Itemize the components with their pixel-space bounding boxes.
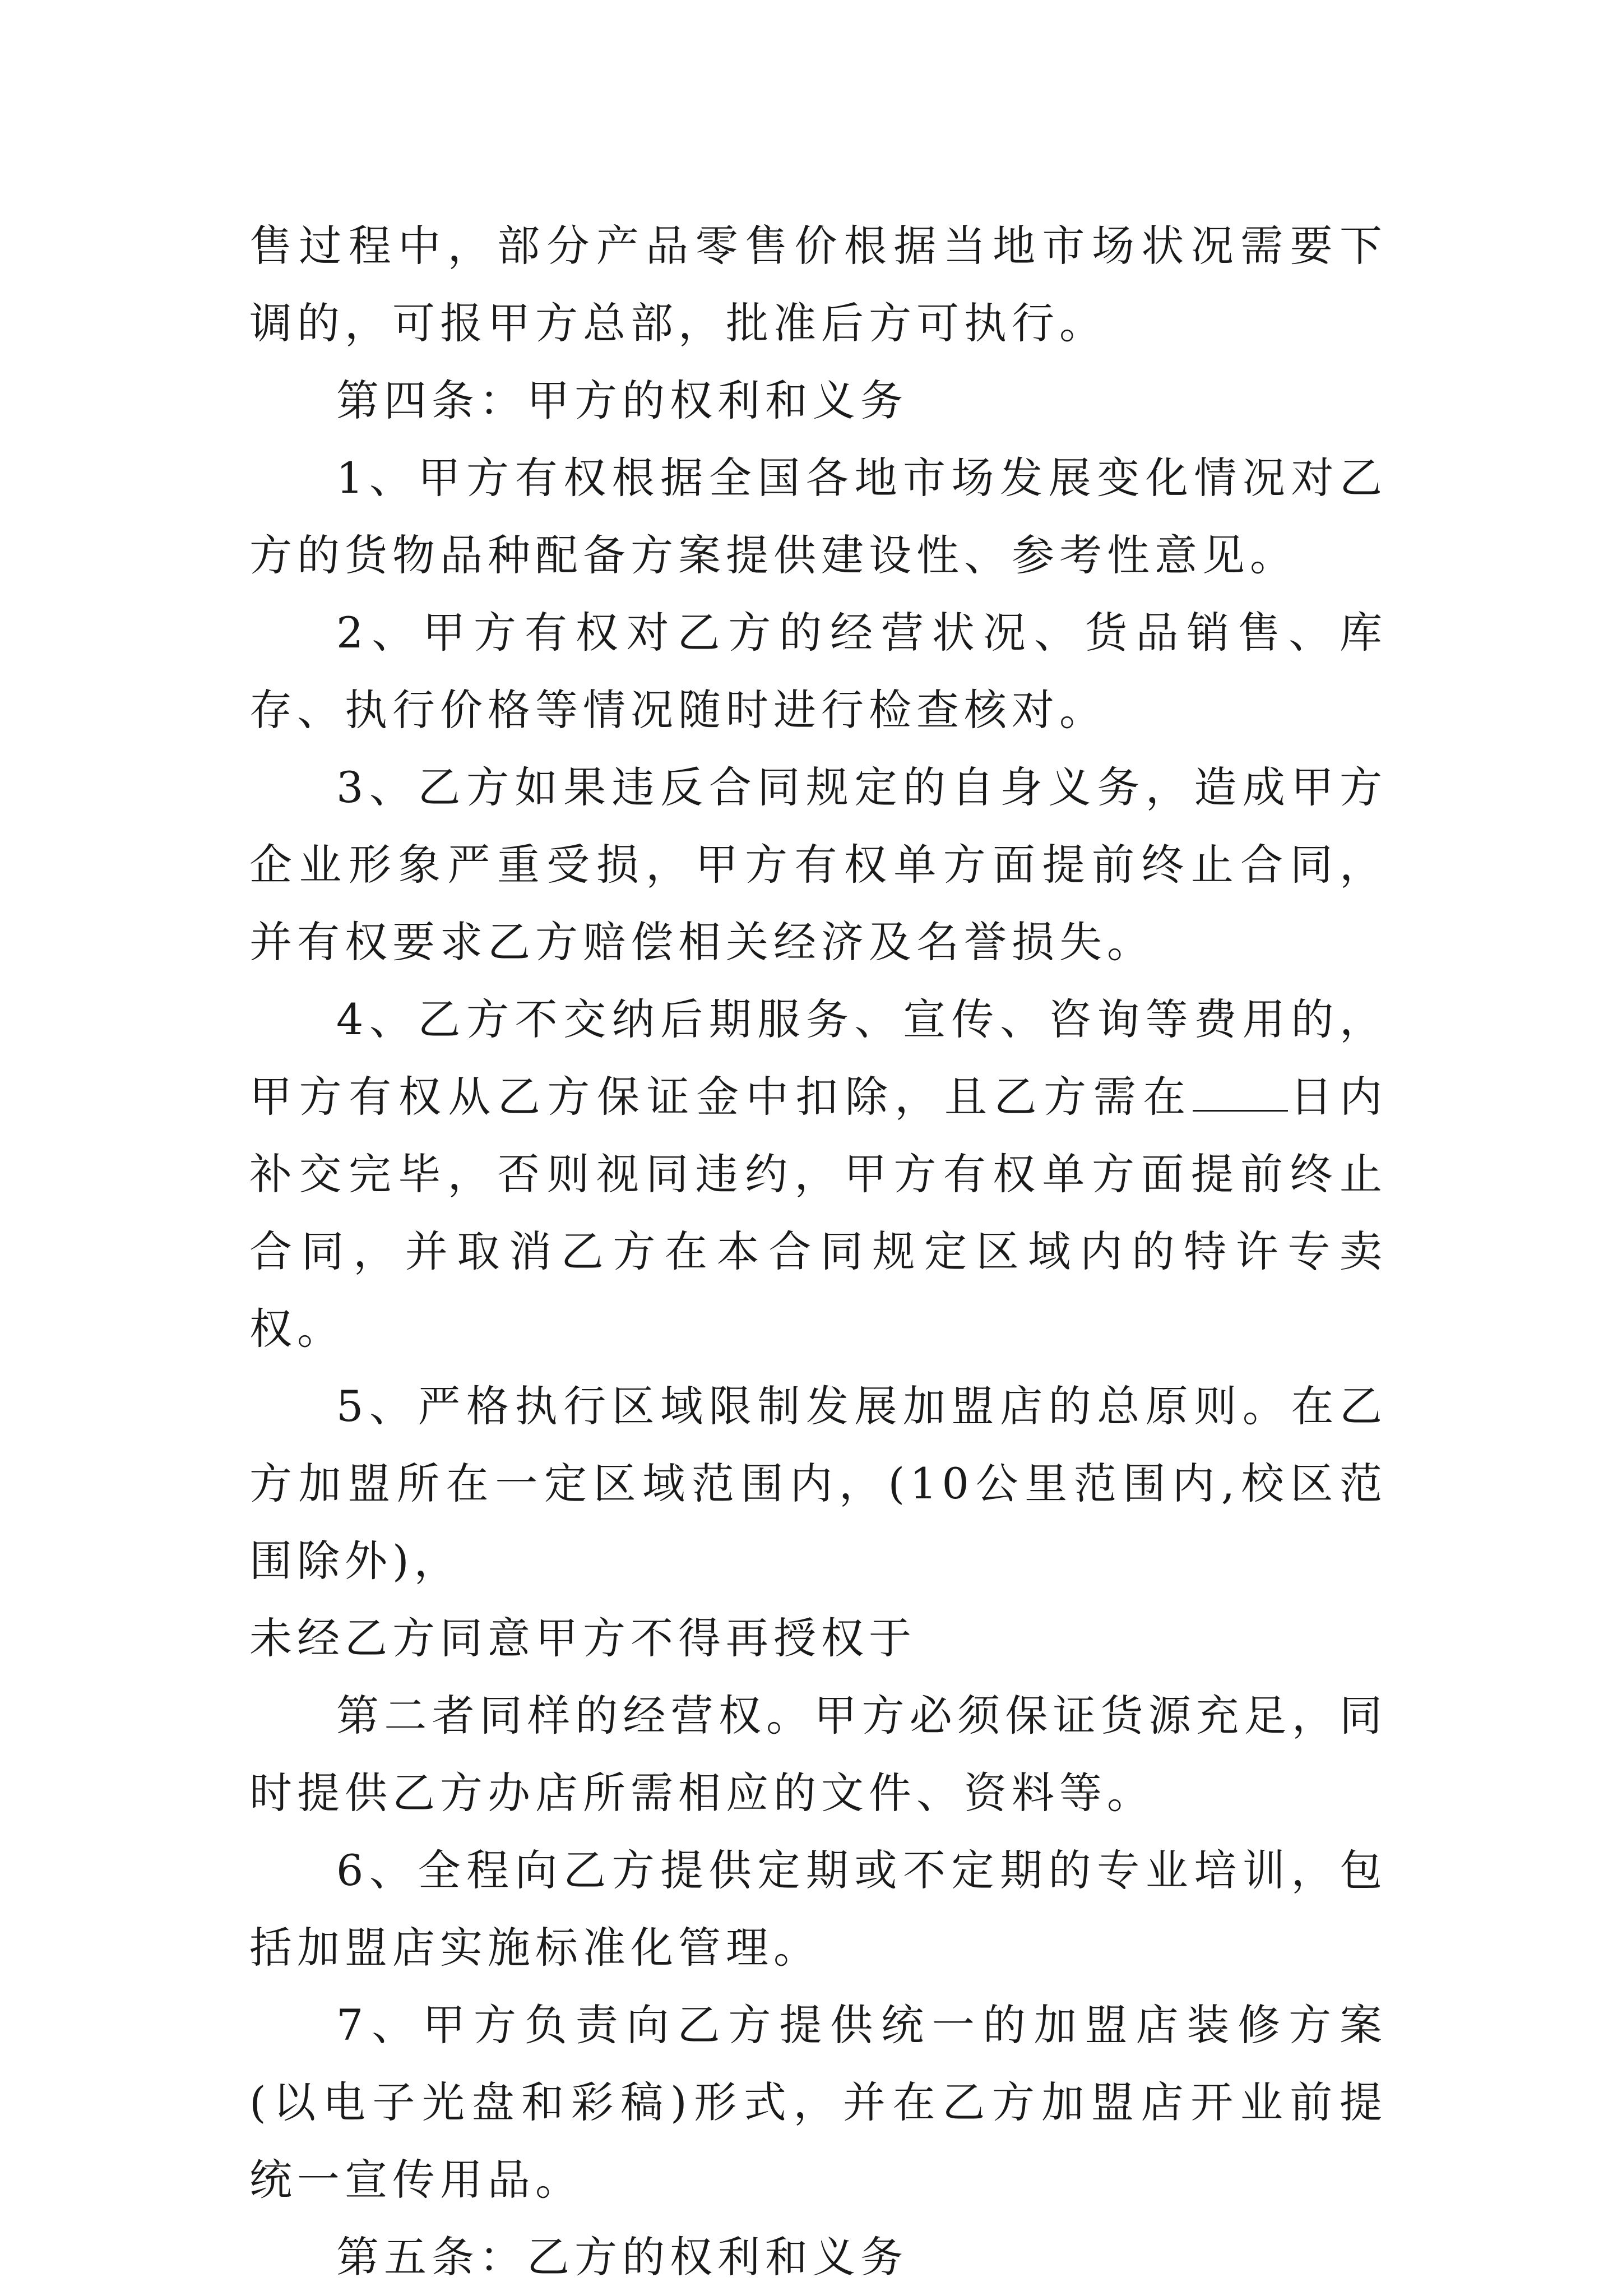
fill-in-blank-days [1193, 1075, 1288, 1112]
paragraph-clause-2: 2、甲方有权对乙方的经营状况、货品销售、库存、执行价格等情况随时进行检查核对。 [249, 608, 1387, 735]
heading-article-5: 第五条：乙方的权利和义务 [336, 2232, 908, 2282]
paragraph-clause-7: 7、甲方负责向乙方提供统一的加盟店装修方案(以电子光盘和彩稿)形式，并在乙方加盟店开业前提统一宣传用品。 [249, 2000, 1387, 2205]
paragraph-clause-4 [249, 981, 1387, 1368]
document-body [249, 207, 1387, 2296]
paragraph-clause-6: 6、全程向乙方提供定期或不定期的专业培训，包括加盟店实施标准化管理。 [249, 1845, 1387, 1973]
paragraph-clause-5-second-part: 第二者同样的经营权。甲方必须保证货源充足，同时提供乙方办店所需相应的文件、资料等。 [249, 1691, 1387, 1818]
clause-4-text-after: 日内补交完毕，否则视同违约，甲方有权单方面提前终止合同，并取消乙方在本合同规定区域内的特许专卖权。 [249, 1072, 1388, 1354]
paragraph-clause-1: 1、甲方有权根据全国各地市场发展变化情况对乙方的货物品种配备方案提供建设性、参考性意见。 [249, 453, 1387, 580]
heading-article-4: 第四条：甲方的权利和义务 [336, 376, 908, 425]
paragraph-clause-5: 5、严格执行区域限制发展加盟店的总原则。在乙方加盟所在一定区域范围内，(10公里范围内,校区范围除外)， [249, 1381, 1387, 1586]
paragraph-continued-pricing: 售过程中，部分产品零售价根据当地市场状况需要下调的，可报甲方总部，批准后方可执行。 [249, 221, 1387, 348]
paragraph-clause-3: 3、乙方如果违反合同规定的自身义务，造成甲方企业形象严重受损，甲方有权单方面提前终止合同，并有权要求乙方赔偿相关经济及名誉损失。 [249, 762, 1387, 967]
clause-4-text-before: 4、乙方不交纳后期服务、宣传、咨询等费用的，甲方有权从乙方保证金中扣除，且乙方需在 [249, 994, 1387, 1122]
paragraph-clause-5-continued: 未经乙方同意甲方不得再授权于 [249, 1613, 916, 1663]
